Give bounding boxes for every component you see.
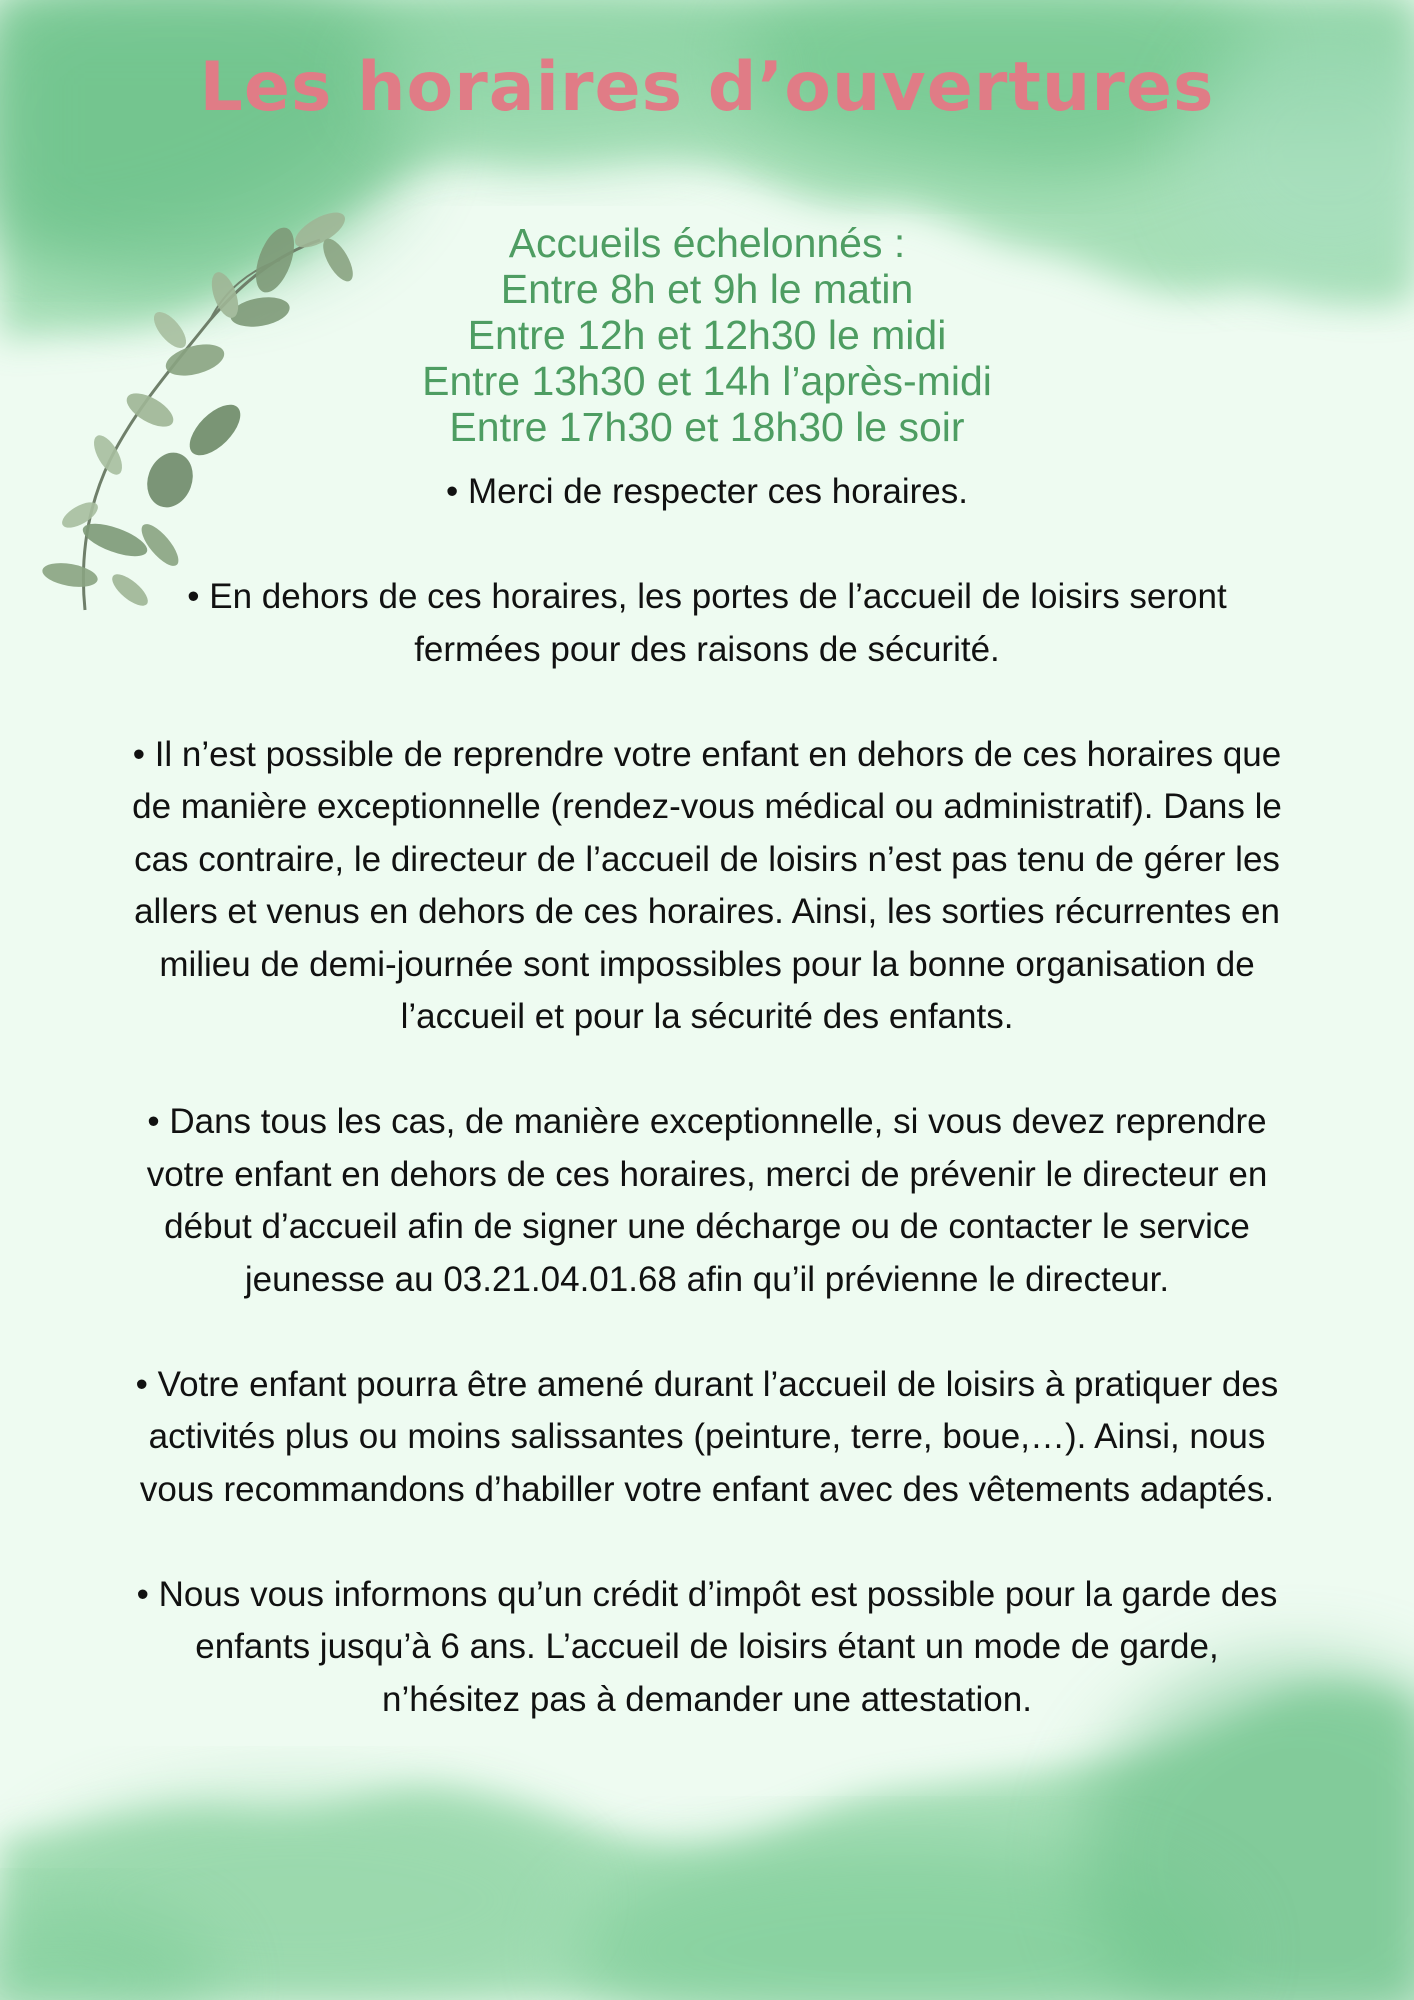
note-paragraph: • Dans tous les cas, de manière exceptionnelle, si vous devez reprendre votre enfant en dehors de ces horaires, merci de prévenir le directeur en début d’accueil afin de signer une décharge ou de contacter le service jeunesse au 03.21.04.01.68 afin qu’il prévienne le directeur. [146, 1102, 1268, 1299]
note-paragraph: • En dehors de ces horaires, les portes de l’accueil de loisirs seront fermées pour des raisons de sécurité. [187, 577, 1227, 669]
notes-block [130, 466, 1284, 1726]
schedule-line: Entre 8h et 9h le matin [500, 266, 914, 312]
schedule-block [0, 220, 1414, 450]
note-paragraph: • Merci de respecter ces horaires. [446, 472, 968, 511]
note-paragraph: • Votre enfant pourra être amené durant l’accueil de loisirs à pratiquer des activités plus ou moins salissantes (peinture, terre, boue,…). Ainsi, nous vous recommandons d’habiller votre enfant avec des vêtements adaptés. [135, 1364, 1279, 1509]
note-paragraph: • Il n’est possible de reprendre votre enfant en dehors de ces horaires que de manière exceptionnelle (rendez-vous médical ou administratif). Dans le cas contraire, le directeur de l’accueil de loisirs n’est pas tenu de gérer les allers et venus en dehors de ces horaires. Ainsi, les sorties récurrentes en milieu de demi-journée sont impossibles pour la bonne organisation de l’accueil et pour la sécurité des enfants. [132, 734, 1282, 1036]
schedule-line: Entre 12h et 12h30 le midi [467, 312, 947, 358]
page-title: Les horaires d’ouvertures [199, 48, 1215, 127]
schedule-heading: Accueils échelonnés : [508, 220, 906, 266]
schedule-line: Entre 17h30 et 18h30 le soir [449, 404, 965, 450]
note-paragraph: • Nous vous informons qu’un crédit d’impôt est possible pour la garde des enfants jusqu’à 6 ans. L’accueil de loisirs étant un mode de garde, n’hésitez pas à demander une attestation. [136, 1574, 1278, 1719]
schedule-line: Entre 13h30 et 14h l’après-midi [422, 358, 992, 404]
